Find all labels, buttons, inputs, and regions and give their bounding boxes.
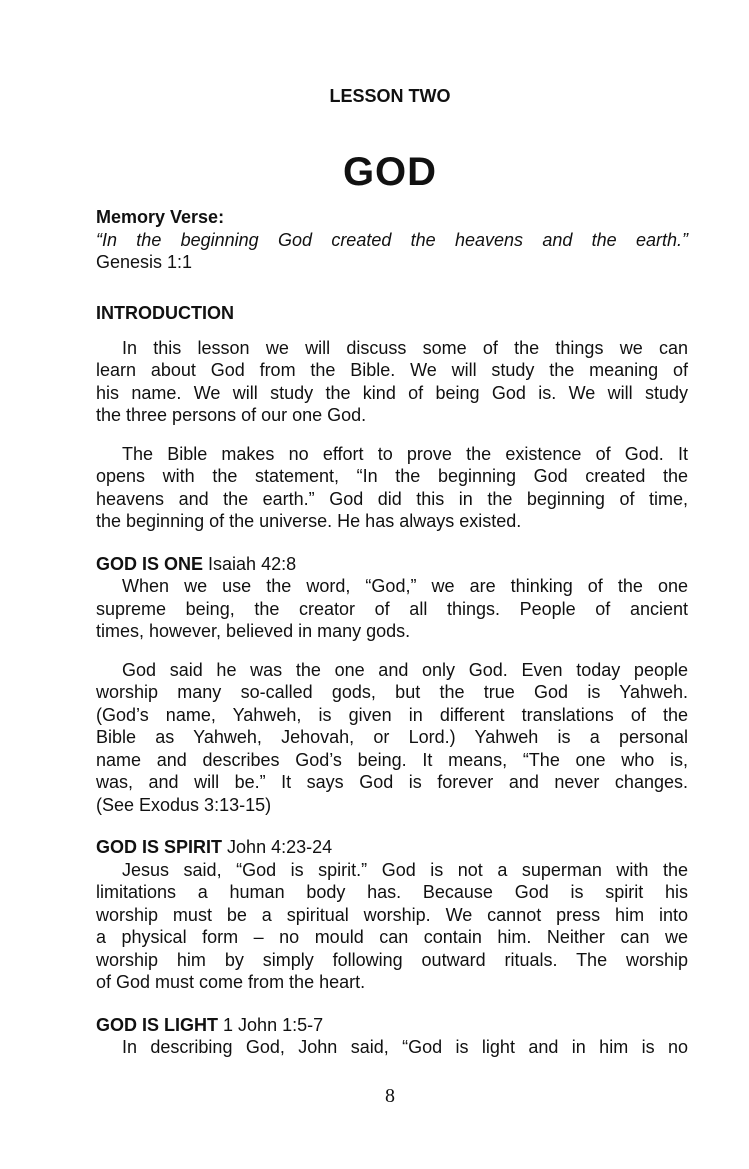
- text-line: Jesus said, “God is spirit.” God is not a superman with the: [122, 859, 688, 880]
- paragraph: [96, 443, 688, 533]
- paragraph: [96, 337, 688, 427]
- scripture-reference: Isaiah 42:8: [208, 553, 297, 574]
- memory-verse: [96, 206, 688, 274]
- section-heading-text: GOD IS SPIRIT: [96, 837, 223, 857]
- text-line: learn about God from the Bible. We will study the meaning of: [96, 360, 688, 380]
- section-heading: [96, 302, 688, 325]
- memory-verse-reference: Genesis 1:1: [96, 252, 193, 272]
- text-line: times, however, believed in many gods.: [96, 621, 411, 641]
- text-line: worship him by simply following outward rituals. The worship: [96, 949, 688, 970]
- text-line: (See Exodus 3:13-15): [96, 794, 272, 815]
- text-line: the beginning of the universe. He has always existed.: [96, 511, 522, 531]
- section-god-is-spirit: [96, 836, 688, 994]
- section-heading-text: GOD IS LIGHT: [96, 1014, 219, 1035]
- page-number: 8: [385, 1085, 395, 1107]
- text-line: limitations a human body has. Because God is spirit his: [96, 882, 688, 902]
- text-line: worship many so-called gods, but the true God is Yahweh.: [96, 682, 688, 702]
- section-heading-text: INTRODUCTION: [96, 303, 234, 323]
- paragraph: [96, 859, 688, 994]
- section-introduction: [96, 302, 688, 533]
- paragraph: [96, 575, 688, 643]
- memory-verse-label: Memory Verse:: [96, 207, 225, 227]
- section-heading: [96, 1014, 688, 1037]
- page-title: GOD: [342, 150, 438, 194]
- text-line: supreme being, the creator of all things. People of ancient: [96, 598, 688, 619]
- text-line: heavens and the earth.” God did this in the beginning of time,: [96, 488, 688, 509]
- section-heading: [96, 836, 688, 859]
- text-line: worship must be a spiritual worship. We cannot press him into: [96, 904, 688, 925]
- text-line: When we use the word, “God,” we are thinking of the one: [122, 576, 688, 596]
- paragraph: [96, 1036, 688, 1059]
- text-line: name and describes God’s being. It means, “The one who is,: [96, 749, 688, 770]
- section-heading-text: GOD IS ONE: [96, 553, 204, 574]
- section-god-is-light: [96, 1014, 688, 1059]
- scripture-reference: John 4:23-24: [227, 837, 333, 857]
- lesson-label: LESSON TWO: [329, 86, 451, 106]
- section-heading: [96, 553, 688, 576]
- text-line: the three persons of our one God.: [96, 405, 367, 425]
- text-line: In this lesson we will discuss some of the things we can: [122, 337, 688, 358]
- lesson-body: [96, 302, 688, 1059]
- text-line: a physical form – no mould can contain him. Neither can we: [96, 927, 688, 947]
- text-line: his name. We will study the kind of being God is. We will study: [96, 382, 688, 403]
- paragraph: [96, 659, 688, 817]
- text-line: God said he was the one and only God. Even today people: [122, 659, 688, 680]
- section-god-is-one: [96, 553, 688, 817]
- scripture-reference: 1 John 1:5-7: [223, 1014, 324, 1035]
- memory-verse-text: “In the beginning God created the heavens and the earth.”: [96, 229, 688, 250]
- text-line: of God must come from the heart.: [96, 972, 366, 992]
- text-line: (God’s name, Yahweh, is given in different translations of the: [96, 704, 688, 725]
- text-line: was, and will be.” It says God is forever and never changes.: [96, 772, 688, 792]
- text-line: In describing God, John said, “God is light and in him is no: [122, 1037, 688, 1057]
- text-line: Bible as Yahweh, Jehovah, or Lord.) Yahweh is a personal: [96, 727, 688, 747]
- text-line: opens with the statement, “In the beginning God created the: [96, 466, 688, 486]
- text-line: The Bible makes no effort to prove the existence of God. It: [122, 443, 688, 464]
